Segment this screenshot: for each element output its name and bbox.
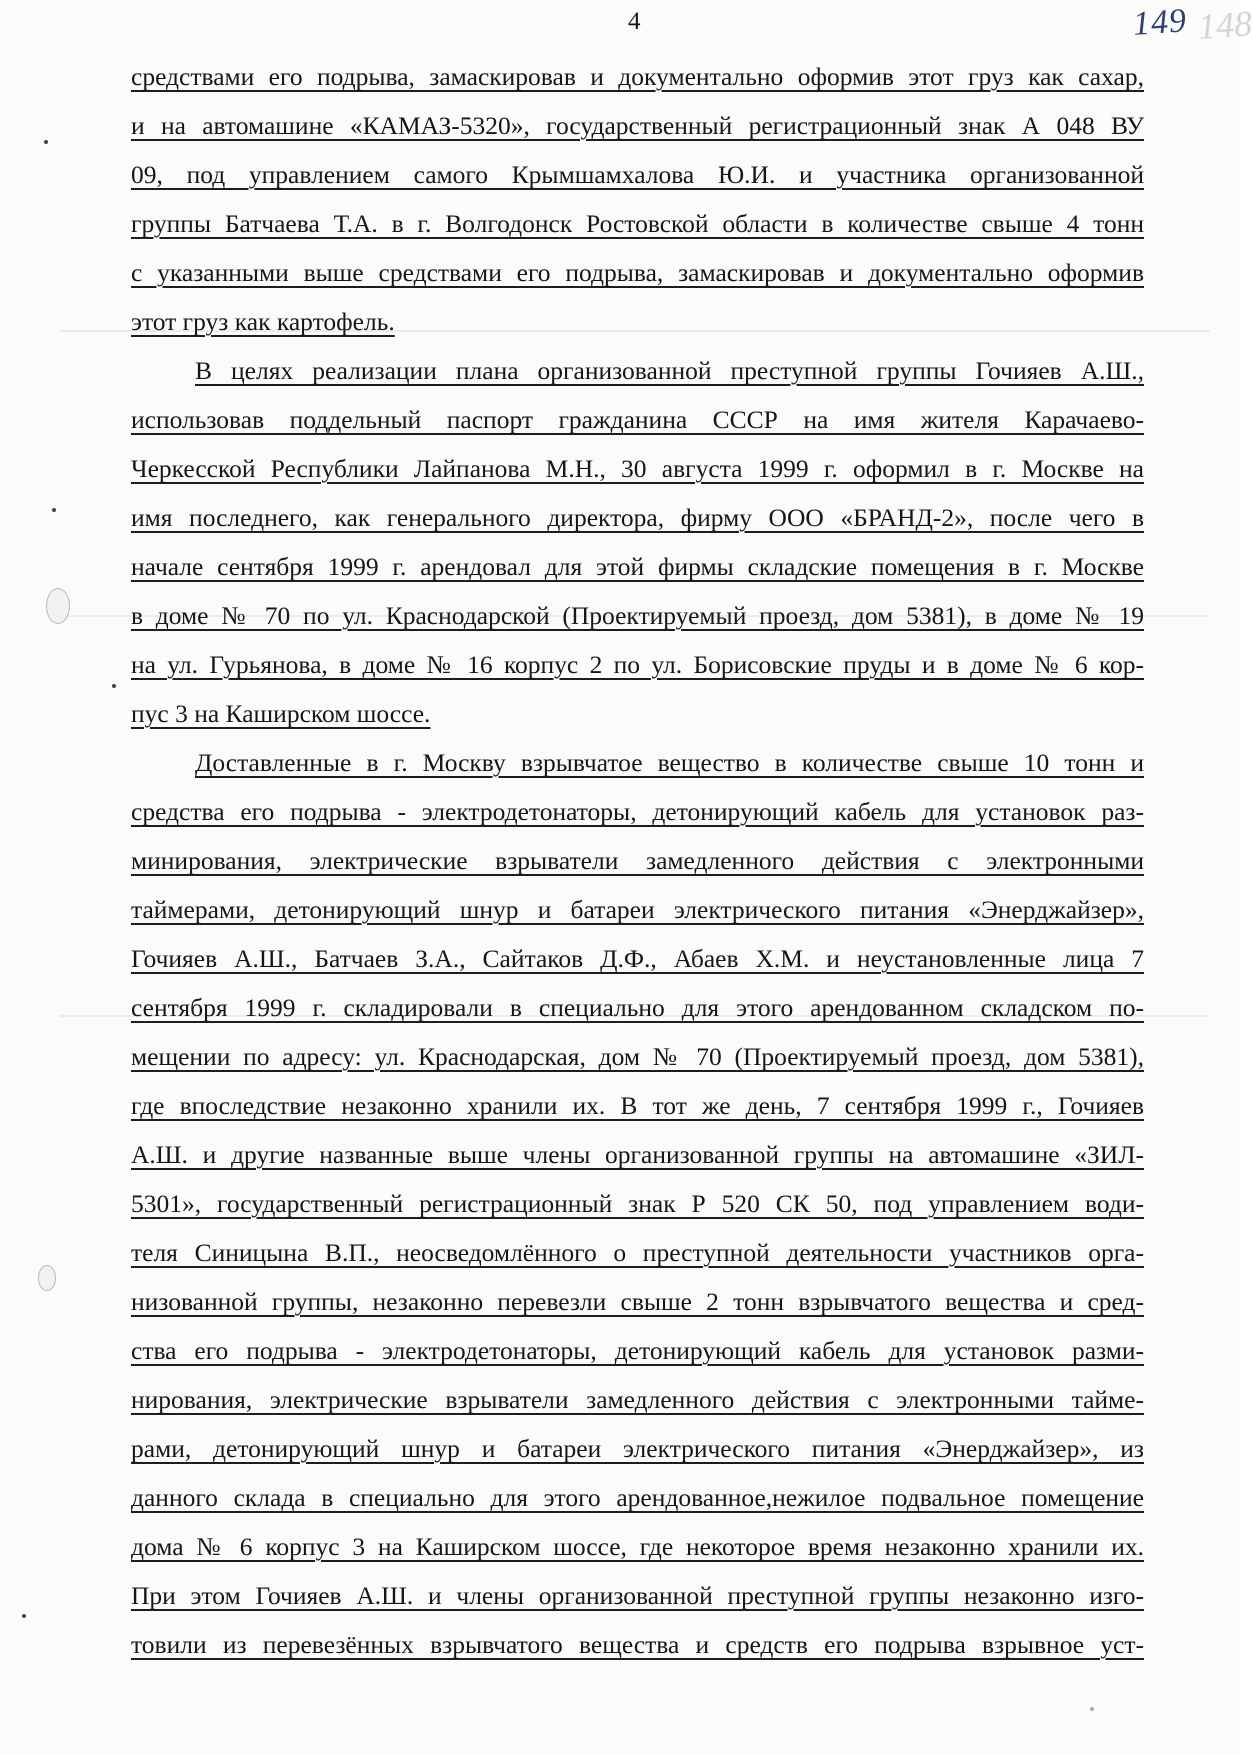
- bleed-through-folio-number: 148: [1196, 3, 1253, 47]
- text-line: 09, под управлением самого Крымшамхалова Ю.И. и участника организованной: [131, 160, 1144, 189]
- text-line: 5301», государственный регистрационный знак Р 520 СК 50, под управлением води-: [131, 1189, 1144, 1218]
- speck: [1090, 1707, 1094, 1711]
- text-line: где впоследствие незаконно хранили их. В тот же день, 7 сентября 1999 г., Гочияев: [131, 1091, 1144, 1120]
- text-line: А.Ш. и другие названные выше члены организованной группы на автомашине «ЗИЛ-: [131, 1140, 1144, 1169]
- text-line: и на автомашине «КАМАЗ-5320», государственный регистрационный знак А 048 ВУ: [131, 111, 1144, 140]
- text-line: Доставленные в г. Москву взрывчатое вещество в количестве свыше 10 тонн и: [195, 748, 1144, 777]
- speck: [52, 508, 56, 512]
- text-line: на ул. Гурьянова, в доме № 16 корпус 2 по ул. Борисовские пруды и в доме № 6 кор-: [131, 650, 1144, 679]
- text-line: этот груз как картофель.: [131, 307, 395, 336]
- text-line: с указанными выше средствами его подрыва, замаскировав и документально оформив: [131, 258, 1144, 287]
- text-line: в доме № 70 по ул. Краснодарской (Проектируемый проезд, дом 5381), в доме № 19: [131, 601, 1144, 630]
- punch-hole: [46, 588, 70, 624]
- text-line: нирования, электрические взрыватели замедленного действия с электронными тайме-: [131, 1385, 1144, 1414]
- text-line: группы Батчаева Т.А. в г. Волгодонск Ростовской области в количестве свыше 4 тонн: [131, 209, 1144, 238]
- speck: [44, 140, 48, 144]
- text-line: дома № 6 корпус 3 на Каширском шоссе, где некоторое время незаконно хранили их.: [131, 1532, 1144, 1561]
- text-line: Гочияев А.Ш., Батчаев З.А., Сайтаков Д.Ф., Абаев Х.М. и неустановленные лица 7: [131, 944, 1144, 973]
- text-line: имя последнего, как генерального директора, фирму ООО «БРАНД-2», после чего в: [131, 503, 1144, 532]
- text-line: ства его подрыва - электродетонаторы, детонирующий кабель для установок разми-: [131, 1336, 1144, 1365]
- text-line: низованной группы, незаконно перевезли свыше 2 тонн взрывчатого вещества и сред-: [131, 1287, 1144, 1316]
- text-line: пус 3 на Каширском шоссе.: [131, 699, 431, 728]
- text-line: таймерами, детонирующий шнур и батареи электрического питания «Энерджайзер»,: [131, 895, 1144, 924]
- text-line: данного склада в специально для этого арендованное,нежилое подвальное помещение: [131, 1483, 1144, 1512]
- punch-hole: [38, 1265, 56, 1291]
- text-line: средства его подрыва - электродетонаторы, детонирующий кабель для установок раз-: [131, 797, 1144, 826]
- speck: [22, 1614, 26, 1618]
- text-line: При этом Гочияев А.Ш. и члены организованной преступной группы незаконно изго-: [131, 1581, 1144, 1610]
- text-line: В целях реализации плана организованной преступной группы Гочияев А.Ш.,: [195, 356, 1144, 385]
- text-line: Черкесской Республики Лайпанова М.Н., 30 августа 1999 г. оформил в г. Москве на: [131, 454, 1144, 483]
- text-line: сентября 1999 г. складировали в специально для этого арендованном складском по-: [131, 993, 1144, 1022]
- text-line: минирования, электрические взрыватели замедленного действия с электронными: [131, 846, 1144, 875]
- document-body: [131, 52, 1144, 1669]
- speck: [112, 684, 116, 688]
- text-line: мещении по адресу: ул. Краснодарская, дом № 70 (Проектируемый проезд, дом 5381),: [131, 1042, 1144, 1071]
- text-line: средствами его подрыва, замаскировав и документально оформив этот груз как сахар,: [131, 62, 1144, 91]
- page-number: 4: [628, 8, 641, 35]
- text-line: рами, детонирующий шнур и батареи электрического питания «Энерджайзер», из: [131, 1434, 1144, 1463]
- text-line: теля Синицына В.П., неосведомлённого о преступной деятельности участников орга-: [131, 1238, 1144, 1267]
- text-line: использовав поддельный паспорт гражданина СССР на имя жителя Карачаево-: [131, 405, 1144, 434]
- text-line: товили из перевезённых взрывчатого вещества и средств его подрыва взрывное уст-: [131, 1630, 1144, 1659]
- text-line: начале сентября 1999 г. арендовал для этой фирмы складские помещения в г. Москве: [131, 552, 1144, 581]
- handwritten-folio-number: 149: [1131, 2, 1189, 43]
